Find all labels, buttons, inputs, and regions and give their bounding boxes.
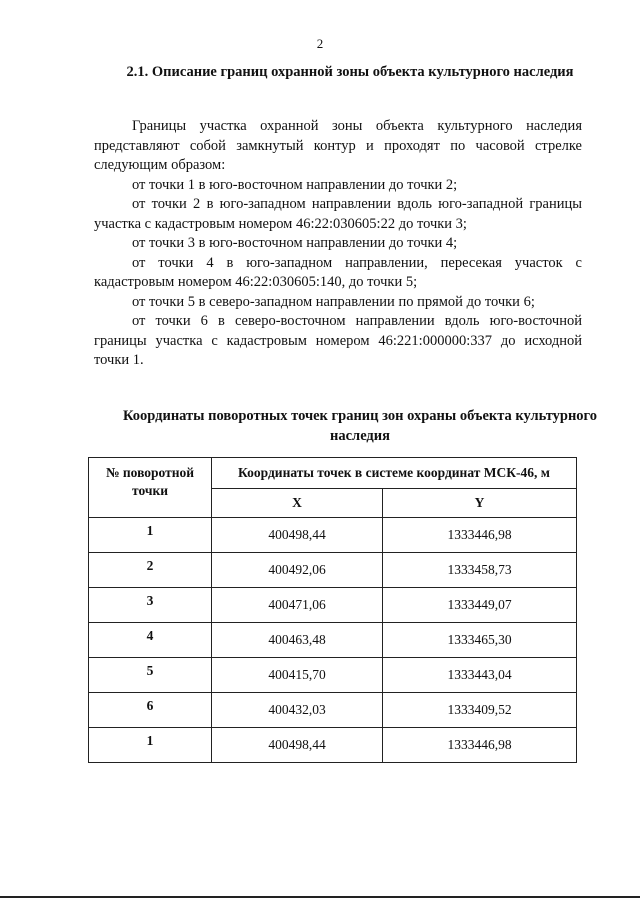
coord-y: 1333458,73 bbox=[383, 553, 577, 588]
coord-x: 400498,44 bbox=[212, 518, 383, 553]
coord-y: 1333449,07 bbox=[383, 588, 577, 623]
table-row bbox=[89, 693, 577, 728]
table-row bbox=[89, 518, 577, 553]
body-text bbox=[94, 117, 582, 371]
coord-x: 400492,06 bbox=[212, 553, 383, 588]
coord-y: 1333446,98 bbox=[383, 518, 577, 553]
coordinates-table bbox=[88, 457, 577, 763]
point-number: 1 bbox=[89, 728, 212, 763]
paragraph: от точки 5 в северо-западном направлении по прямой до точки 6; bbox=[132, 293, 535, 310]
coord-y: 1333465,30 bbox=[383, 623, 577, 658]
table-row bbox=[89, 658, 577, 693]
paragraph: от точки 2 в юго-западном направлении вдоль юго-западной границы участка с кадастровым номером 46:22:030605:22 до точки 3; bbox=[94, 196, 582, 232]
paragraph: от точки 6 в северо-восточном направлении вдоль юго-восточной границы участка с кадастровым номером 46:221:000000:337 до исходной точки 1. bbox=[94, 313, 582, 368]
point-number: 6 bbox=[89, 693, 212, 728]
coord-y: 1333446,98 bbox=[383, 728, 577, 763]
point-number: 5 bbox=[89, 658, 212, 693]
coord-x: 400432,03 bbox=[212, 693, 383, 728]
paragraph: от точки 1 в юго-восточном направлении до точки 2; bbox=[132, 176, 458, 193]
table-header-row bbox=[89, 458, 577, 489]
paragraph: от точки 3 в юго-восточном направлении до точки 4; bbox=[132, 235, 458, 251]
table-row bbox=[89, 728, 577, 763]
table-row bbox=[89, 553, 577, 588]
bottom-divider bbox=[0, 896, 640, 898]
header-coordinates: Координаты точек в системе координат МСК-46, м bbox=[212, 458, 577, 489]
point-number: 1 bbox=[89, 518, 212, 553]
header-y: Y bbox=[383, 489, 577, 518]
table-row bbox=[89, 623, 577, 658]
coord-x: 400498,44 bbox=[212, 728, 383, 763]
paragraph: Границы участка охранной зоны объекта культурного наследия представляют собой замкнутый контур и проходят по часовой стрелке следующим образом: bbox=[94, 118, 582, 173]
point-number: 4 bbox=[89, 623, 212, 658]
coord-y: 1333409,52 bbox=[383, 693, 577, 728]
header-point-number: № поворотной точки bbox=[89, 458, 212, 518]
point-number: 3 bbox=[89, 588, 212, 623]
coord-x: 400415,70 bbox=[212, 658, 383, 693]
page-number: 2 bbox=[316, 36, 324, 51]
coord-y: 1333443,04 bbox=[383, 658, 577, 693]
table-title: Координаты поворотных точек границ зон охраны объекта культурного наследия bbox=[122, 408, 598, 444]
header-x: X bbox=[212, 489, 383, 518]
section-heading: 2.1. Описание границ охранной зоны объекта культурного наследия bbox=[126, 64, 574, 80]
point-number: 2 bbox=[89, 553, 212, 588]
coord-x: 400471,06 bbox=[212, 588, 383, 623]
paragraph: от точки 4 в юго-западном направлении, пересекая участок с кадастровым номером 46:22:030605:140, до точки 5; bbox=[94, 254, 582, 290]
coord-x: 400463,48 bbox=[212, 623, 383, 658]
table-row bbox=[89, 588, 577, 623]
